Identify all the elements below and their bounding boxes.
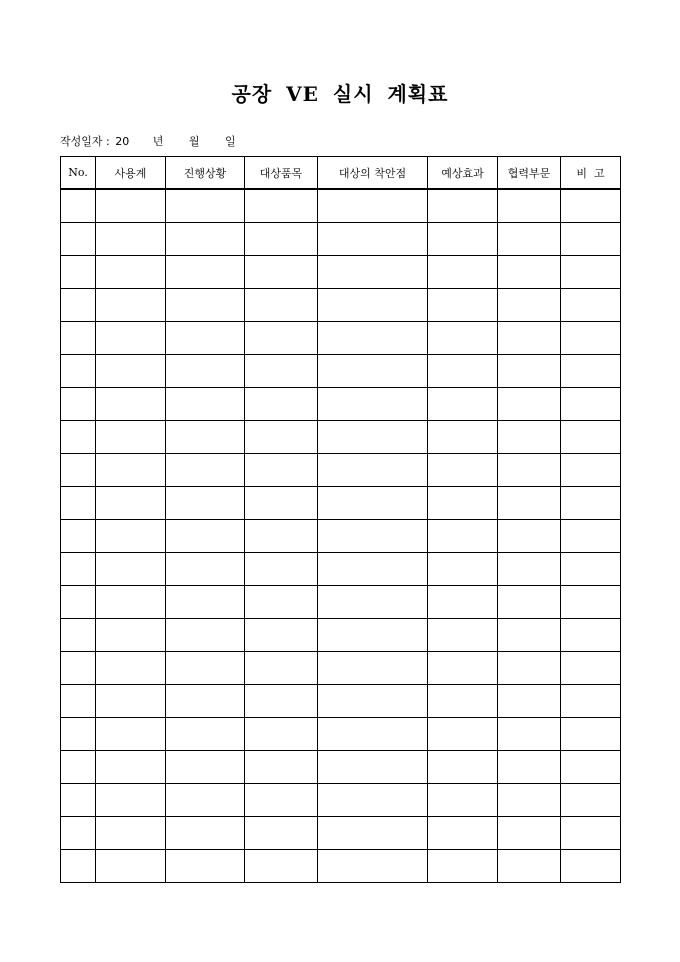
cell-remarks[interactable]: [561, 817, 621, 850]
header-progress: 진행상황: [166, 157, 245, 190]
cell-target-item[interactable]: [245, 355, 318, 388]
cell-user[interactable]: [96, 454, 166, 487]
date-day-unit: 일: [225, 135, 236, 148]
cell-progress[interactable]: [166, 553, 245, 586]
cell-progress[interactable]: [166, 850, 245, 883]
cell-expected-effect[interactable]: [428, 289, 498, 322]
cell-cooperating-dept[interactable]: [498, 487, 561, 520]
cell-no[interactable]: [61, 388, 96, 421]
cell-cooperating-dept[interactable]: [498, 553, 561, 586]
cell-no[interactable]: [61, 850, 96, 883]
cell-target-item[interactable]: [245, 520, 318, 553]
cell-remarks[interactable]: [561, 553, 621, 586]
cell-user[interactable]: [96, 322, 166, 355]
cell-cooperating-dept[interactable]: [498, 751, 561, 784]
cell-user[interactable]: [96, 619, 166, 652]
cell-focus-point[interactable]: [318, 817, 428, 850]
cell-expected-effect[interactable]: [428, 850, 498, 883]
cell-focus-point[interactable]: [318, 652, 428, 685]
cell-expected-effect[interactable]: [428, 355, 498, 388]
cell-expected-effect[interactable]: [428, 520, 498, 553]
cell-cooperating-dept[interactable]: [498, 850, 561, 883]
cell-cooperating-dept[interactable]: [498, 189, 561, 223]
cell-target-item[interactable]: [245, 784, 318, 817]
date-year-unit: 년: [152, 135, 164, 148]
cell-progress[interactable]: [166, 322, 245, 355]
table-row: [61, 189, 621, 223]
cell-no[interactable]: [61, 520, 96, 553]
cell-expected-effect[interactable]: [428, 652, 498, 685]
cell-focus-point[interactable]: [318, 586, 428, 619]
cell-progress[interactable]: [166, 751, 245, 784]
cell-no[interactable]: [61, 817, 96, 850]
cell-progress[interactable]: [166, 289, 245, 322]
date-label: 작성일자 :: [60, 135, 110, 148]
cell-target-item[interactable]: [245, 189, 318, 223]
cell-no[interactable]: [61, 322, 96, 355]
cell-remarks[interactable]: [561, 189, 621, 223]
cell-progress[interactable]: [166, 685, 245, 718]
cell-cooperating-dept[interactable]: [498, 817, 561, 850]
cell-progress[interactable]: [166, 223, 245, 256]
cell-remarks[interactable]: [561, 322, 621, 355]
cell-focus-point[interactable]: [318, 223, 428, 256]
cell-user[interactable]: [96, 784, 166, 817]
cell-no[interactable]: [61, 289, 96, 322]
cell-expected-effect[interactable]: [428, 685, 498, 718]
cell-expected-effect[interactable]: [428, 322, 498, 355]
cell-target-item[interactable]: [245, 322, 318, 355]
cell-cooperating-dept[interactable]: [498, 355, 561, 388]
cell-no[interactable]: [61, 652, 96, 685]
cell-progress[interactable]: [166, 189, 245, 223]
cell-cooperating-dept[interactable]: [498, 289, 561, 322]
cell-progress[interactable]: [166, 388, 245, 421]
cell-target-item[interactable]: [245, 652, 318, 685]
cell-user[interactable]: [96, 586, 166, 619]
cell-progress[interactable]: [166, 619, 245, 652]
cell-target-item[interactable]: [245, 817, 318, 850]
cell-target-item[interactable]: [245, 454, 318, 487]
table-row: [61, 817, 621, 850]
cell-progress[interactable]: [166, 421, 245, 454]
cell-cooperating-dept[interactable]: [498, 718, 561, 751]
table-row: [61, 685, 621, 718]
table-row: [61, 619, 621, 652]
header-focus-point: 대상의 착안점: [318, 157, 428, 190]
cell-cooperating-dept[interactable]: [498, 784, 561, 817]
table-row: [61, 487, 621, 520]
table-body: [61, 189, 621, 883]
cell-cooperating-dept[interactable]: [498, 388, 561, 421]
cell-focus-point[interactable]: [318, 850, 428, 883]
cell-user[interactable]: [96, 189, 166, 223]
cell-focus-point[interactable]: [318, 421, 428, 454]
cell-user[interactable]: [96, 289, 166, 322]
cell-target-item[interactable]: [245, 256, 318, 289]
cell-remarks[interactable]: [561, 256, 621, 289]
cell-expected-effect[interactable]: [428, 817, 498, 850]
cell-progress[interactable]: [166, 586, 245, 619]
cell-no[interactable]: [61, 256, 96, 289]
cell-user[interactable]: [96, 553, 166, 586]
cell-user[interactable]: [96, 223, 166, 256]
cell-remarks[interactable]: [561, 223, 621, 256]
cell-user[interactable]: [96, 850, 166, 883]
cell-focus-point[interactable]: [318, 289, 428, 322]
header-target-item: 대상품목: [245, 157, 318, 190]
cell-target-item[interactable]: [245, 487, 318, 520]
cell-target-item[interactable]: [245, 718, 318, 751]
cell-target-item[interactable]: [245, 685, 318, 718]
header-expected-effect: 예상효과: [428, 157, 498, 190]
cell-target-item[interactable]: [245, 553, 318, 586]
cell-expected-effect[interactable]: [428, 421, 498, 454]
cell-remarks[interactable]: [561, 586, 621, 619]
table-row: [61, 454, 621, 487]
cell-cooperating-dept[interactable]: [498, 619, 561, 652]
cell-expected-effect[interactable]: [428, 487, 498, 520]
cell-target-item[interactable]: [245, 223, 318, 256]
cell-no[interactable]: [61, 454, 96, 487]
cell-focus-point[interactable]: [318, 619, 428, 652]
cell-progress[interactable]: [166, 652, 245, 685]
cell-remarks[interactable]: [561, 685, 621, 718]
table-row: [61, 520, 621, 553]
cell-remarks[interactable]: [561, 784, 621, 817]
cell-expected-effect[interactable]: [428, 586, 498, 619]
cell-focus-point[interactable]: [318, 322, 428, 355]
cell-no[interactable]: [61, 718, 96, 751]
cell-target-item[interactable]: [245, 421, 318, 454]
cell-remarks[interactable]: [561, 652, 621, 685]
cell-no[interactable]: [61, 223, 96, 256]
header-remarks: 비 고: [561, 157, 621, 190]
cell-focus-point[interactable]: [318, 718, 428, 751]
cell-no[interactable]: [61, 189, 96, 223]
table-row: [61, 256, 621, 289]
cell-no[interactable]: [61, 487, 96, 520]
cell-cooperating-dept[interactable]: [498, 652, 561, 685]
cell-remarks[interactable]: [561, 388, 621, 421]
cell-no[interactable]: [61, 553, 96, 586]
table-row: [61, 421, 621, 454]
cell-expected-effect[interactable]: [428, 619, 498, 652]
cell-focus-point[interactable]: [318, 355, 428, 388]
table-row: [61, 355, 621, 388]
cell-target-item[interactable]: [245, 388, 318, 421]
cell-user[interactable]: [96, 652, 166, 685]
table-row: [61, 289, 621, 322]
cell-progress[interactable]: [166, 355, 245, 388]
table-row: [61, 718, 621, 751]
cell-cooperating-dept[interactable]: [498, 223, 561, 256]
cell-focus-point[interactable]: [318, 388, 428, 421]
cell-progress[interactable]: [166, 487, 245, 520]
cell-remarks[interactable]: [561, 454, 621, 487]
cell-focus-point[interactable]: [318, 553, 428, 586]
table-row: [61, 586, 621, 619]
cell-user[interactable]: [96, 421, 166, 454]
cell-focus-point[interactable]: [318, 189, 428, 223]
cell-expected-effect[interactable]: [428, 223, 498, 256]
cell-expected-effect[interactable]: [428, 454, 498, 487]
cell-target-item[interactable]: [245, 619, 318, 652]
cell-no[interactable]: [61, 751, 96, 784]
cell-remarks[interactable]: [561, 355, 621, 388]
cell-focus-point[interactable]: [318, 520, 428, 553]
table-row: [61, 322, 621, 355]
cell-focus-point[interactable]: [318, 487, 428, 520]
header-no: No.: [61, 157, 96, 190]
cell-cooperating-dept[interactable]: [498, 256, 561, 289]
cell-no[interactable]: [61, 355, 96, 388]
cell-cooperating-dept[interactable]: [498, 322, 561, 355]
table-row: [61, 751, 621, 784]
table-row: [61, 388, 621, 421]
cell-remarks[interactable]: [561, 718, 621, 751]
cell-remarks[interactable]: [561, 421, 621, 454]
cell-progress[interactable]: [166, 784, 245, 817]
ve-plan-table: [60, 156, 621, 883]
date-year-prefix: 20: [115, 135, 130, 148]
cell-user[interactable]: [96, 817, 166, 850]
cell-remarks[interactable]: [561, 520, 621, 553]
cell-user[interactable]: [96, 520, 166, 553]
cell-remarks[interactable]: [561, 751, 621, 784]
cell-no[interactable]: [61, 784, 96, 817]
cell-cooperating-dept[interactable]: [498, 421, 561, 454]
page-title: 공장 VE 실시 계획표: [231, 82, 449, 106]
cell-expected-effect[interactable]: [428, 718, 498, 751]
cell-user[interactable]: [96, 718, 166, 751]
cell-target-item[interactable]: [245, 289, 318, 322]
table-row: [61, 652, 621, 685]
cell-cooperating-dept[interactable]: [498, 520, 561, 553]
table-row: [61, 850, 621, 883]
cell-cooperating-dept[interactable]: [498, 586, 561, 619]
cell-expected-effect[interactable]: [428, 256, 498, 289]
table-row: [61, 223, 621, 256]
table-row: [61, 553, 621, 586]
cell-no[interactable]: [61, 619, 96, 652]
cell-progress[interactable]: [166, 454, 245, 487]
cell-user[interactable]: [96, 355, 166, 388]
table-header-row: [61, 157, 621, 190]
cell-remarks[interactable]: [561, 850, 621, 883]
cell-target-item[interactable]: [245, 850, 318, 883]
cell-remarks[interactable]: [561, 487, 621, 520]
cell-user[interactable]: [96, 487, 166, 520]
cell-expected-effect[interactable]: [428, 189, 498, 223]
cell-focus-point[interactable]: [318, 454, 428, 487]
cell-target-item[interactable]: [245, 751, 318, 784]
cell-no[interactable]: [61, 421, 96, 454]
cell-progress[interactable]: [166, 520, 245, 553]
cell-user[interactable]: [96, 388, 166, 421]
cell-progress[interactable]: [166, 256, 245, 289]
cell-progress[interactable]: [166, 817, 245, 850]
cell-focus-point[interactable]: [318, 751, 428, 784]
cell-expected-effect[interactable]: [428, 388, 498, 421]
cell-focus-point[interactable]: [318, 256, 428, 289]
table-row: [61, 784, 621, 817]
cell-no[interactable]: [61, 586, 96, 619]
date-line: [60, 133, 236, 149]
date-month-unit: 월: [188, 135, 200, 148]
cell-no[interactable]: [61, 685, 96, 718]
cell-remarks[interactable]: [561, 619, 621, 652]
cell-cooperating-dept[interactable]: [498, 685, 561, 718]
cell-target-item[interactable]: [245, 586, 318, 619]
cell-user[interactable]: [96, 751, 166, 784]
cell-expected-effect[interactable]: [428, 553, 498, 586]
cell-expected-effect[interactable]: [428, 784, 498, 817]
cell-user[interactable]: [96, 685, 166, 718]
cell-focus-point[interactable]: [318, 685, 428, 718]
cell-expected-effect[interactable]: [428, 751, 498, 784]
cell-remarks[interactable]: [561, 289, 621, 322]
cell-progress[interactable]: [166, 718, 245, 751]
cell-cooperating-dept[interactable]: [498, 454, 561, 487]
cell-user[interactable]: [96, 256, 166, 289]
header-cooperating-dept: 협력부문: [498, 157, 561, 190]
cell-focus-point[interactable]: [318, 784, 428, 817]
header-user: 사용계: [96, 157, 166, 190]
